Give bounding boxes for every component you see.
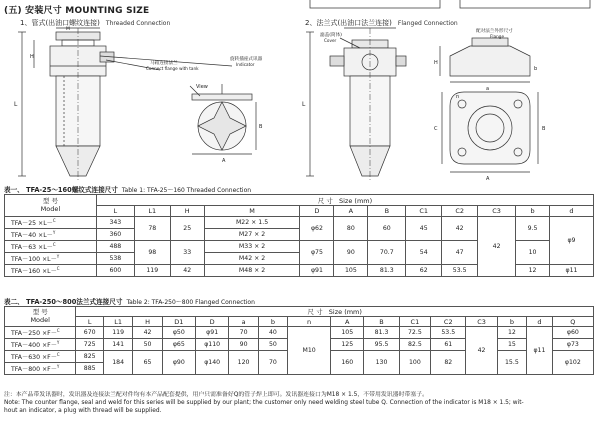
dim-M-label: M bbox=[66, 27, 70, 32]
t1-C1-g1: 45 bbox=[406, 217, 442, 241]
t1-L1-g2: 98 bbox=[134, 241, 170, 265]
table2-size-unit: Size (mm) bbox=[328, 308, 362, 316]
t2-B-0: 81.3 bbox=[364, 327, 399, 339]
f-dim-H-label: H bbox=[434, 60, 438, 66]
t2-C2-2: 82 bbox=[431, 351, 466, 375]
t1-h-C3: C3 bbox=[478, 206, 516, 217]
f-dim-a-label: a bbox=[486, 86, 490, 92]
t2-L-0: 670 bbox=[76, 327, 103, 339]
t2-d: φ11 bbox=[527, 327, 553, 375]
table2-size-header bbox=[76, 307, 594, 317]
f-dim-C-label: C bbox=[434, 126, 438, 132]
t1-M-0: M22 × 1.5 bbox=[204, 217, 300, 229]
t1-H-g1: 25 bbox=[170, 217, 204, 241]
t2-D1-0: φ50 bbox=[162, 327, 195, 339]
table2-title-en: Table 2: TFA-250～800 Flanged Connection bbox=[126, 299, 255, 306]
t2-b-2: 70 bbox=[258, 351, 287, 375]
t2-L-2: 825 bbox=[76, 351, 103, 363]
f-dim-n-label: n bbox=[456, 94, 460, 100]
t1-B-g3: 81.3 bbox=[368, 265, 406, 277]
t2-h-D: D bbox=[195, 317, 228, 327]
t1-h-D: D bbox=[300, 206, 334, 217]
t1-H-g2: 33 bbox=[170, 241, 204, 265]
flange-label-en: Flange bbox=[490, 34, 505, 39]
t1-D-g3: φ91 bbox=[300, 265, 334, 277]
f-dim-A-label: A bbox=[486, 176, 490, 182]
t1-L-2: 488 bbox=[96, 241, 134, 253]
t2-h-C3: C3 bbox=[466, 317, 497, 327]
table1-title bbox=[4, 184, 251, 194]
table-row bbox=[5, 327, 594, 339]
top-frame-fragment bbox=[300, 0, 596, 12]
t1-model-1: TFA－40 ×L－$^Y$ bbox=[5, 229, 97, 241]
t2-H-2: 65 bbox=[133, 351, 162, 375]
t2-B-1: 95.5 bbox=[364, 339, 399, 351]
t2-D-1: φ110 bbox=[195, 339, 228, 351]
t1-h-d: d bbox=[549, 206, 593, 217]
t1-C1-g3: 62 bbox=[406, 265, 442, 277]
t2-D1-2: φ90 bbox=[162, 351, 195, 375]
table1-model-en: Model bbox=[40, 204, 61, 213]
table2-model-cn: 型 号 bbox=[32, 308, 48, 317]
t2-b-0: 40 bbox=[258, 327, 287, 339]
t2-L-1: 725 bbox=[76, 339, 103, 351]
t2-model-3: TFA－800 ×F－$^Y$ bbox=[5, 363, 76, 375]
view-label: View bbox=[196, 84, 208, 90]
t2-H-1: 50 bbox=[133, 339, 162, 351]
connect-flange-label-cn: 马箱连接法兰 bbox=[150, 61, 178, 66]
t2-L1-0: 119 bbox=[103, 327, 132, 339]
dim-B-label: B bbox=[259, 124, 263, 130]
t2-h-b: b bbox=[258, 317, 287, 327]
t1-A-g2: 90 bbox=[334, 241, 368, 265]
t2-bb-2: 15.5 bbox=[497, 351, 526, 375]
t2-L-3: 885 bbox=[76, 363, 103, 375]
indicator-label-cn: 旋转插座式讯器 bbox=[230, 57, 263, 62]
t2-a-2: 120 bbox=[229, 351, 258, 375]
t2-Q-2: φ102 bbox=[552, 351, 593, 375]
t1-d-top: φ9 bbox=[549, 217, 593, 265]
t2-h-L1: L1 bbox=[103, 317, 132, 327]
t2-h-A: A bbox=[331, 317, 364, 327]
t1-h-B: B bbox=[368, 206, 406, 217]
footnote-en-1: Note: The counter flange, seal and weld for this series will be supplied by our plant; the customer only need welding steel tube Q. Connection of the indicator is M18 × 1.5; wit- bbox=[4, 399, 524, 406]
t2-h-C1: C1 bbox=[399, 317, 430, 327]
t1-M-4: M48 × 2 bbox=[204, 265, 300, 277]
t2-A-0: 105 bbox=[331, 327, 364, 339]
section-threaded-cn: 1、管式(出油口螺纹连接) bbox=[20, 19, 100, 27]
t2-a-0: 70 bbox=[229, 327, 258, 339]
t1-b-g2: 10 bbox=[516, 241, 550, 265]
table-row bbox=[5, 217, 594, 229]
t1-C2-g1: 42 bbox=[442, 217, 478, 241]
t2-bb-1: 15 bbox=[497, 339, 526, 351]
t1-model-3: TFA－100 ×L－$^Y$ bbox=[5, 253, 97, 265]
f-dim-L-label: L bbox=[302, 101, 306, 108]
footnote bbox=[4, 392, 596, 416]
table2 bbox=[4, 306, 594, 375]
t1-L1-g1: 78 bbox=[134, 217, 170, 241]
t1-B-g1: 60 bbox=[368, 217, 406, 241]
t1-M-3: M42 × 2 bbox=[204, 253, 300, 265]
section-threaded-en: Threaded Connection bbox=[105, 20, 171, 27]
flanged-filter-drawing bbox=[300, 26, 596, 182]
t1-L-0: 343 bbox=[96, 217, 134, 229]
t2-h-Q: Q bbox=[552, 317, 593, 327]
t1-L-4: 600 bbox=[96, 265, 134, 277]
t1-h-H: H bbox=[170, 206, 204, 217]
t1-C2-g2: 47 bbox=[442, 241, 478, 265]
t2-D-2: φ140 bbox=[195, 351, 228, 375]
t1-h-A: A bbox=[334, 206, 368, 217]
cover-label-cn: 滤盖(筒体) bbox=[320, 33, 342, 38]
t1-B-g2: 70.7 bbox=[368, 241, 406, 265]
t2-C2-1: 61 bbox=[431, 339, 466, 351]
t2-h-H: H bbox=[133, 317, 162, 327]
t2-h-n: n bbox=[288, 317, 331, 327]
threaded-filter-drawing bbox=[0, 26, 300, 182]
t1-C1-g2: 54 bbox=[406, 241, 442, 265]
t2-L1-1: 141 bbox=[103, 339, 132, 351]
t1-model-4: TFA－160 ×L－$^C$ bbox=[5, 265, 97, 277]
dim-L-label: L bbox=[14, 101, 18, 108]
t2-h-L: L bbox=[76, 317, 103, 327]
t2-model-0: TFA－250 ×F－$^C$ bbox=[5, 327, 76, 339]
t2-h-d: d bbox=[527, 317, 553, 327]
footnote-cn: 注：本产品带发讯器时，发讯器及连接法兰配对件均有本产品配套提供，用户只需准备好Q的管子焊上即可。发讯器连接口为M18 × 1.5，不带用发讯器时带塞子。 bbox=[4, 392, 429, 398]
t2-Q-1: φ73 bbox=[552, 339, 593, 351]
table1-model-cn: 型 号 bbox=[42, 197, 58, 206]
table2-model-en: Model bbox=[30, 315, 50, 324]
t1-C3: 42 bbox=[478, 217, 516, 277]
t2-C1-0: 72.5 bbox=[399, 327, 430, 339]
t2-a-1: 90 bbox=[229, 339, 258, 351]
t2-h-C2: C2 bbox=[431, 317, 466, 327]
flange-label-cn: 配对法兰外形尺寸 bbox=[476, 29, 513, 34]
t1-b-g1: 9.5 bbox=[516, 217, 550, 241]
table1-size-unit: Size (mm) bbox=[339, 196, 373, 205]
t1-h-M: M bbox=[204, 206, 300, 217]
t2-C1-2: 100 bbox=[399, 351, 430, 375]
t1-A-g3: 105 bbox=[334, 265, 368, 277]
t2-D-0: φ91 bbox=[195, 327, 228, 339]
t2-h-bb: b bbox=[497, 317, 526, 327]
f-dim-B-label: B bbox=[542, 126, 546, 132]
t1-A-g1: 80 bbox=[334, 217, 368, 241]
t2-h-D1: D1 bbox=[162, 317, 195, 327]
t1-H-g3: 42 bbox=[170, 265, 204, 277]
t2-A-2: 160 bbox=[331, 351, 364, 375]
t2-C3: 42 bbox=[466, 327, 497, 375]
table1-model-header bbox=[5, 195, 97, 217]
t2-model-1: TFA－400 ×F－$^Y$ bbox=[5, 339, 76, 351]
t1-h-C2: C2 bbox=[442, 206, 478, 217]
t1-M-2: M33 × 2 bbox=[204, 241, 300, 253]
t2-b-1: 50 bbox=[258, 339, 287, 351]
t1-model-2: TFA－63 ×L－$^C$ bbox=[5, 241, 97, 253]
t1-h-b: b bbox=[516, 206, 550, 217]
t1-C2-g3: 53.5 bbox=[442, 265, 478, 277]
t2-h-B: B bbox=[364, 317, 399, 327]
section-flanged-en: Flanged Connection bbox=[397, 20, 458, 27]
t2-h-a: a bbox=[229, 317, 258, 327]
t2-bb-0: 12 bbox=[497, 327, 526, 339]
t1-L1-g3: 119 bbox=[134, 265, 170, 277]
t1-L-1: 360 bbox=[96, 229, 134, 241]
table2-model-header bbox=[5, 307, 76, 327]
t2-Q-0: φ60 bbox=[552, 327, 593, 339]
t2-D1-1: φ65 bbox=[162, 339, 195, 351]
t1-h-C1: C1 bbox=[406, 206, 442, 217]
t2-H-0: 42 bbox=[133, 327, 162, 339]
t2-L1-2: 184 bbox=[103, 351, 132, 375]
table1-title-cn: 表一、 TFA-25～160螺纹式连接尺寸 bbox=[4, 186, 118, 194]
t1-D-g2: φ75 bbox=[300, 241, 334, 265]
t2-A-1: 125 bbox=[331, 339, 364, 351]
t1-h-L: L bbox=[96, 206, 134, 217]
section-flanged-cn: 2、法兰式(出油口法兰连接) bbox=[305, 19, 392, 27]
t2-C1-1: 82.5 bbox=[399, 339, 430, 351]
table1-size-header bbox=[96, 195, 593, 206]
dim-A-label: A bbox=[222, 158, 226, 164]
t2-n: M10 bbox=[288, 327, 331, 375]
dim-H-label: H bbox=[30, 54, 34, 60]
t1-h-L1: L1 bbox=[134, 206, 170, 217]
page-title: (五) 安装尺寸 MOUNTING SIZE bbox=[4, 6, 150, 16]
t1-D-g1: φ62 bbox=[300, 217, 334, 241]
t2-B-2: 130 bbox=[364, 351, 399, 375]
indicator-label-en: Indicator bbox=[236, 62, 255, 67]
table1 bbox=[4, 194, 594, 277]
t1-M-1: M27 × 2 bbox=[204, 229, 300, 241]
table1-size-cn: 尺 寸 bbox=[317, 196, 333, 205]
t2-model-2: TFA－630 ×F－$^C$ bbox=[5, 351, 76, 363]
f-dim-b-label: b bbox=[534, 66, 538, 72]
t1-d-g3: φ11 bbox=[549, 265, 593, 277]
table2-title bbox=[4, 296, 255, 306]
t1-model-0: TFA－25 ×L－$^C$ bbox=[5, 217, 97, 229]
t2-C2-0: 53.5 bbox=[431, 327, 466, 339]
table2-size-cn: 尺 寸 bbox=[307, 308, 323, 316]
footnote-en-2: hout an indicator, a plug with thread will be supplied. bbox=[4, 407, 162, 414]
table1-title-en: Table 1: TFA-25～160 Threaded Connection bbox=[121, 187, 252, 194]
table2-title-cn: 表二、 TFA-250～800法兰式连接尺寸 bbox=[4, 298, 123, 306]
t1-b-g3: 12 bbox=[516, 265, 550, 277]
connect-flange-label-en: Connect flange with tank bbox=[146, 66, 199, 71]
t1-L-3: 538 bbox=[96, 253, 134, 265]
cover-label-en: Cover bbox=[324, 38, 337, 43]
